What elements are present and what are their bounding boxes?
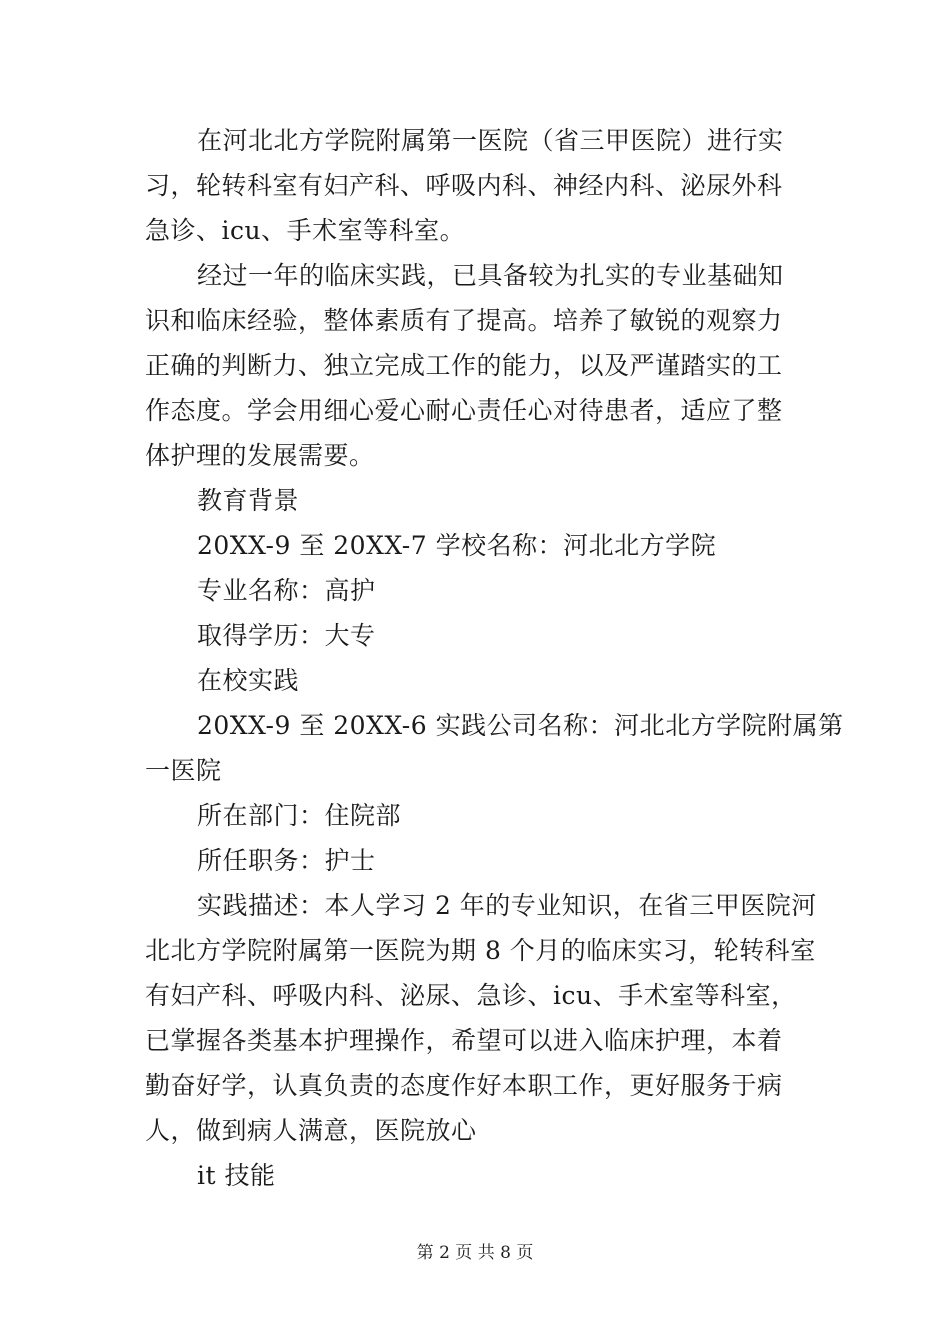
paragraph-line: 正确的判断力、独立完成工作的能力，以及严谨踏实的工 [145,351,783,380]
paragraph-line: 体护理的发展需要。 [145,441,375,470]
paragraph-line: 识和临床经验，整体素质有了提高。培养了敏锐的观察力 [145,306,783,335]
education-major: 专业名称：高护 [197,576,376,605]
education-degree: 取得学历：大专 [197,621,376,650]
paragraph-line: 作态度。学会用细心爱心耐心责任心对待患者，适应了整 [145,396,783,425]
practice-period-continued: 一医院 [145,756,222,785]
paragraph-line: 习，轮转科室有妇产科、呼吸内科、神经内科、泌尿外科 [145,171,783,200]
paragraph-line: 已掌握各类基本护理操作，希望可以进入临床护理，本着 [145,1026,783,1055]
page-number-footer: 第 2 页 共 8 页 [416,1243,534,1263]
practice-period: 20XX-9 至 20XX-6 实践公司名称：河北北方学院附属第 [197,711,844,740]
section-heading-education: 教育背景 [197,486,300,515]
section-heading-it-skills: it 技能 [197,1161,276,1190]
section-heading-practice: 在校实践 [197,666,300,695]
practice-department: 所在部门：住院部 [197,801,402,830]
practice-description: 实践描述：本人学习 2 年的专业知识，在省三甲医院河 [197,891,817,920]
paragraph-line: 北北方学院附属第一医院为期 8 个月的临床实习，轮转科室 [145,936,816,965]
paragraph-line: 有妇产科、呼吸内科、泌尿、急诊、icu、手术室等科室， [145,981,797,1010]
paragraph-line: 经过一年的临床实践，已具备较为扎实的专业基础知 [197,261,784,290]
practice-position: 所任职务：护士 [197,846,376,875]
paragraph-line: 在河北北方学院附属第一医院（省三甲医院）进行实 [197,126,784,155]
paragraph-line: 勤奋好学，认真负责的态度作好本职工作，更好服务于病 [145,1071,783,1100]
paragraph-line: 人，做到病人满意，医院放心 [145,1116,477,1145]
document-body [145,118,844,1198]
paragraph-line: 急诊、icu、手术室等科室。 [145,216,466,245]
education-period: 20XX-9 至 20XX-7 学校名称：河北北方学院 [197,531,717,560]
